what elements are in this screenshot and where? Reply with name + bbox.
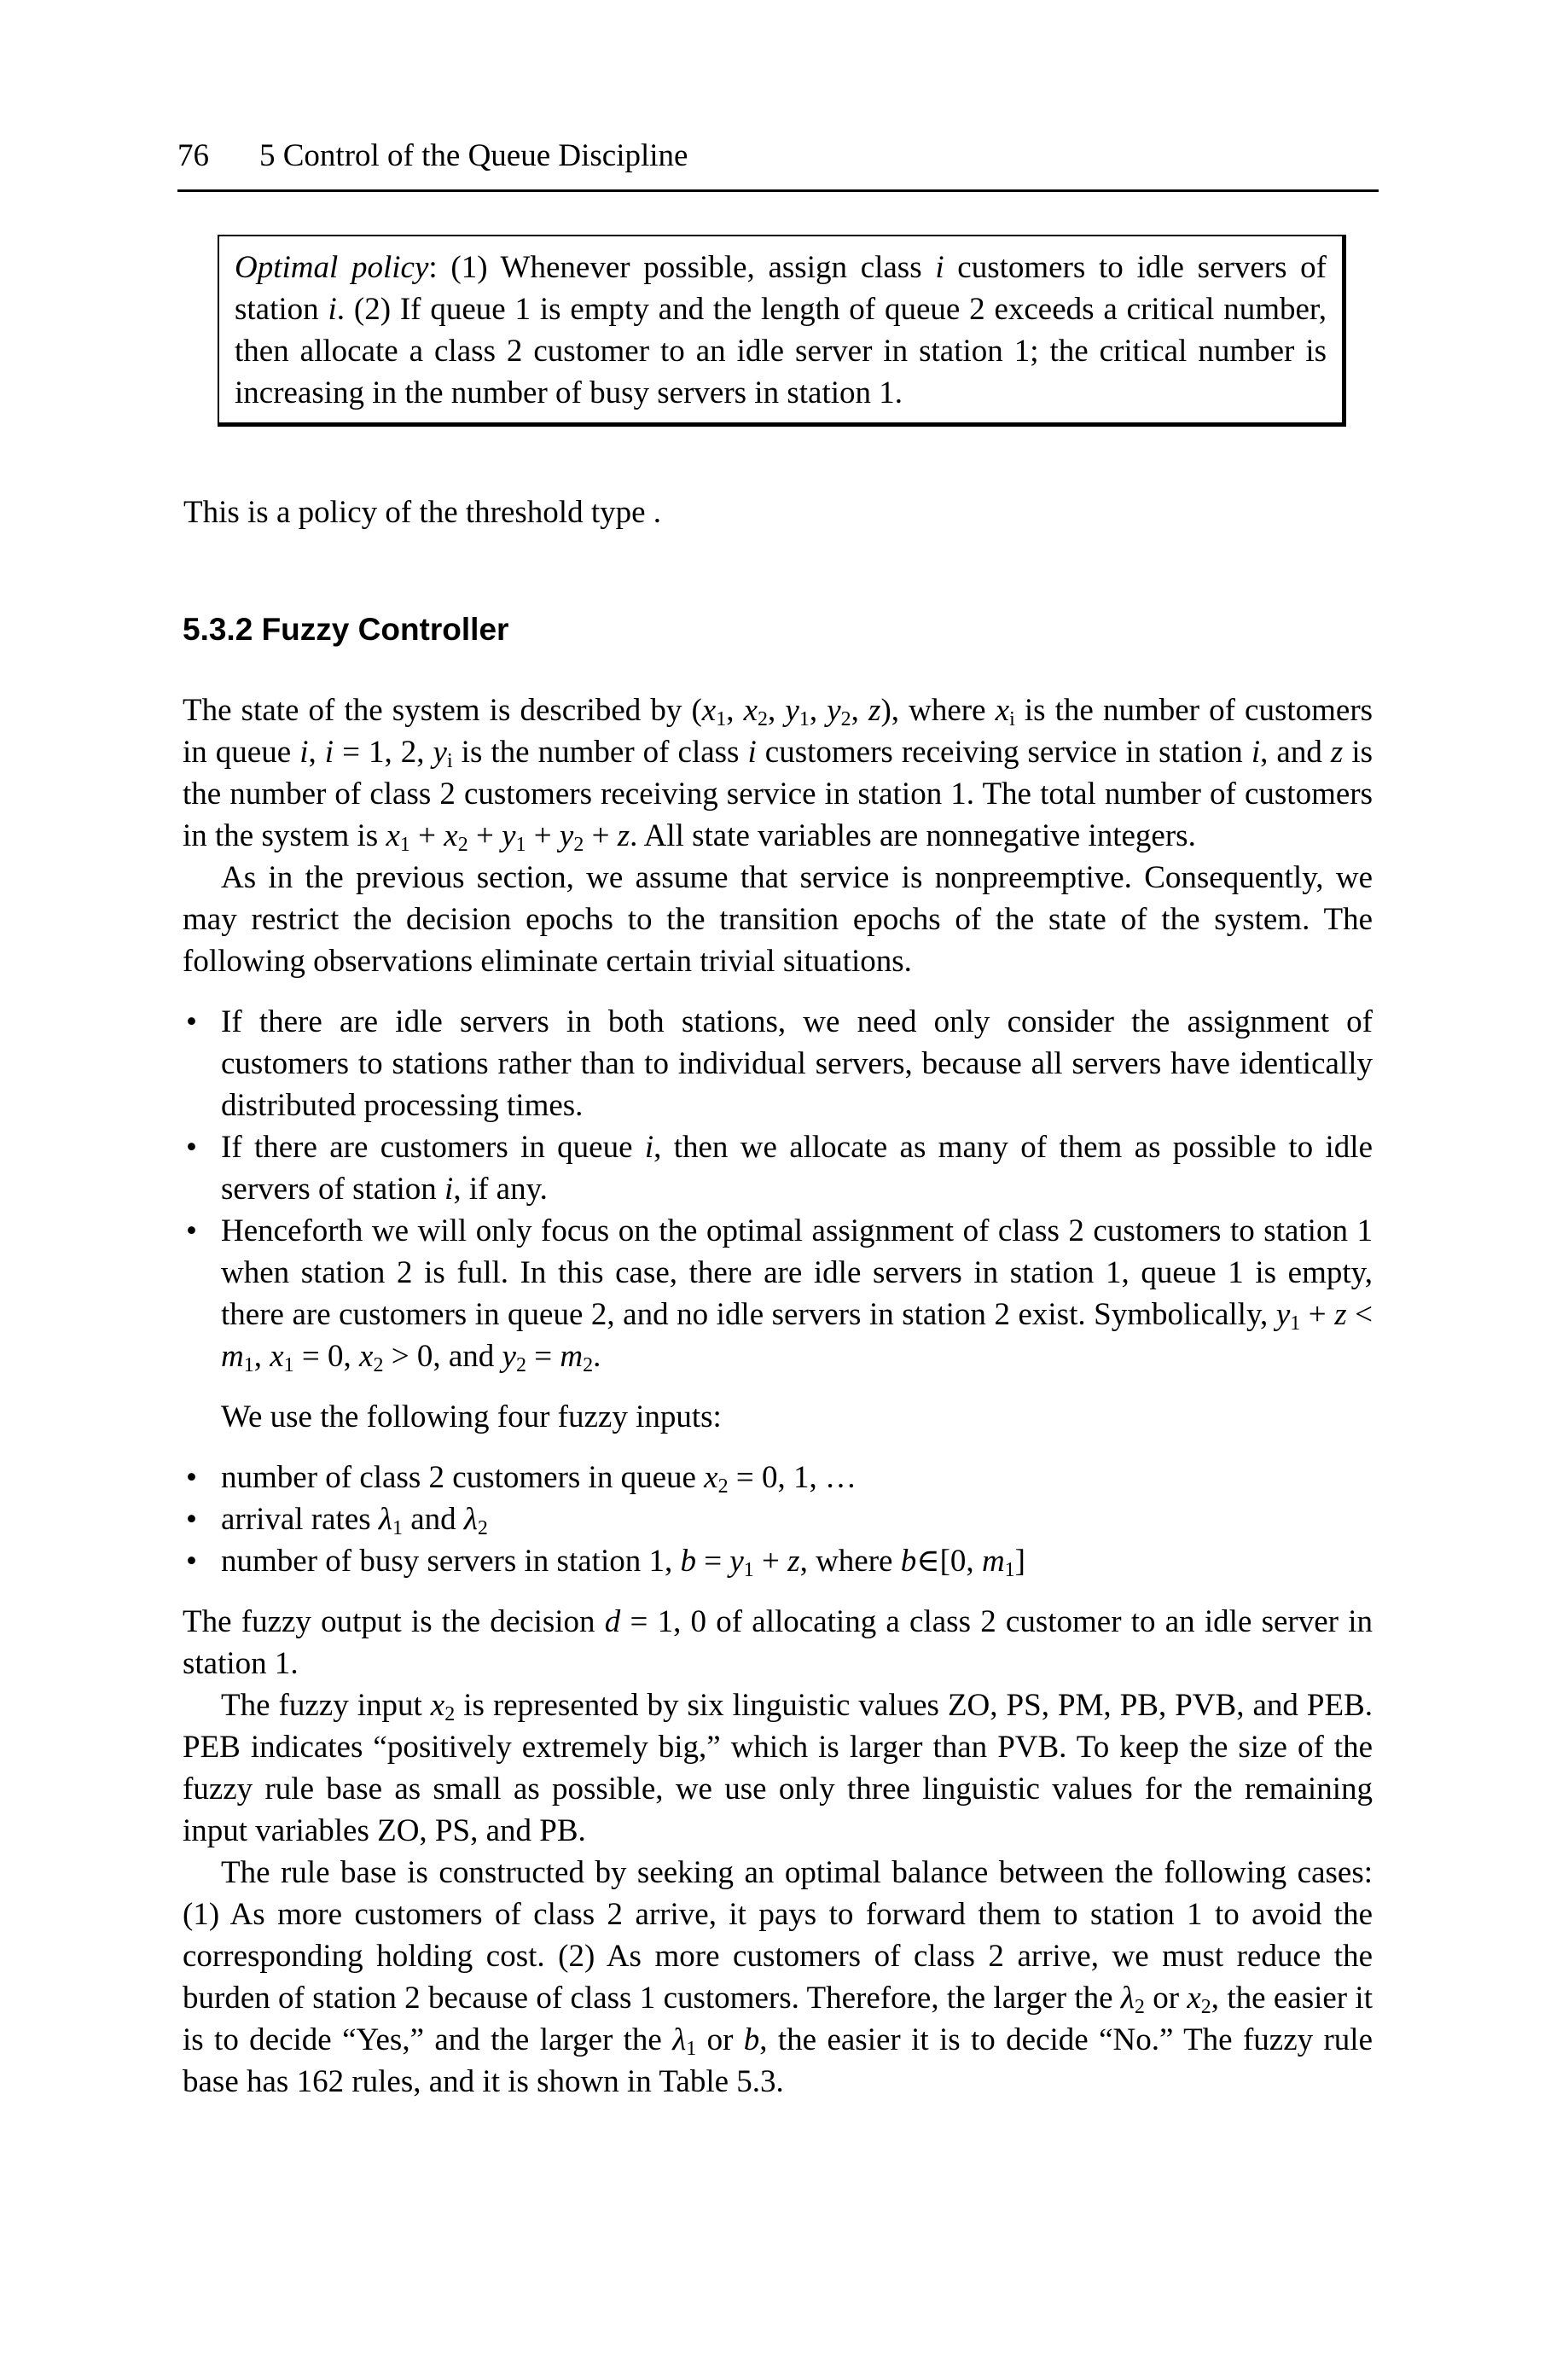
body-text [183, 689, 1373, 2103]
bullet-icon: • [186, 1544, 197, 1579]
bullet-icon: • [186, 1213, 197, 1248]
bullet-icon: • [186, 1460, 197, 1495]
bullet-icon: • [186, 1502, 197, 1537]
running-header [177, 135, 1379, 177]
list-item: • number of class 2 customers in queue $x_2 = 0$, 1, … [183, 1457, 1373, 1498]
header-rule [177, 189, 1379, 192]
paragraph-inputs-intro: We use the following four fuzzy inputs: [221, 1399, 722, 1434]
list-item: • If there are customers in queue i, then we allocate as many of them as possible to idle servers of station i, if any. [183, 1126, 1373, 1210]
bullet-icon: • [186, 1004, 197, 1039]
optimal-policy-label: Optimal policy [235, 250, 429, 285]
paragraph-output: The fuzzy output is the decision d = 1, 0 of allocating a class 2 customer to an idle server in station 1. [183, 1604, 1373, 1681]
optimal-policy-box [218, 235, 1346, 427]
section-heading [183, 608, 508, 650]
page-number: 76 [177, 138, 209, 173]
fuzzy-inputs-list [183, 1457, 1373, 1582]
list-item: • Henceforth we will only focus on the optimal assignment of class 2 customers to station 1 when station 2 is full. In this case, there are idle servers in station 1, queue 1 is empty, there are customers in queue 2, and no idle servers in station 2 exist. Symbolically, $y_1 + z < m_1$, $x_1 = 0$, $x_2 > 0$, and $y_2 = m_2$. [183, 1210, 1373, 1377]
paragraph-state: The state of the system is described by ($x_1$, $x_2$, $y_1$, $y_2$, z), where $x_i$ is the number of customers in queue i, i = 1, 2, $y_i$ is the number of class i customers receiving service in station i, and z is the number of class 2 customers receiving service in station 1. The total number of customers in the system is $x_1 + x_2 + y_1 + y_2 + z$. All state variables are nonnegative integers. [183, 693, 1373, 856]
bullet-icon: • [186, 1130, 197, 1165]
list-item: • arrival rates $\lambda_1$ and $\lambda_2$ [183, 1498, 1373, 1540]
optimal-policy-body: : (1) Whenever possible, assign class i customers to idle servers of station i. (2) If queue 1 is empty and the length of queue 2 exceeds a critical number, then allocate a class 2 customer to an idle server in station 1; the critical number is increasing in the number of busy servers in station 1. [235, 250, 1327, 410]
paragraph-rule-base: The rule base is constructed by seeking an optimal balance between the following cases: (1) As more customers of class 2 arrive, it pays to forward them to station 1 to avoid the corresponding holding cost. (2) As more customers of class 2 arrive, we must reduce the burden of station 2 because of class 1 customers. Therefore, the larger the $\lambda_2$ or $x_2$, the easier it is to decide “Yes,” and the larger the $\lambda_1$ or b, the easier it is to decide “No.” The fuzzy rule base has 162 rules, and it is shown in Table 5.3. [183, 1855, 1373, 2099]
optimal-policy-text [235, 247, 1327, 414]
list-item: • number of busy servers in station 1, $b = y_1 + z$, where b∈[0, $m_1$] [183, 1540, 1373, 1582]
observations-list [183, 1001, 1373, 1377]
section-title: Fuzzy Controller [261, 612, 509, 647]
paragraph-nonpreemptive: As in the previous section, we assume that service is nonpreemptive. Consequently, we may restrict the decision epochs to the transition epochs of the state of the system. The following observations eliminate certain trivial situations. [183, 860, 1373, 979]
running-title: 5 Control of the Queue Discipline [259, 138, 688, 173]
list-item: • If there are idle servers in both stations, we need only consider the assignment of customers to stations rather than to individual servers, because all servers have identically distributed processing times. [183, 1001, 1373, 1126]
section-number: 5.3.2 [183, 612, 253, 647]
threshold-sentence: This is a policy of the threshold type . [183, 495, 662, 530]
paragraph-linguistic-values: The fuzzy input $x_2$ is represented by six linguistic values ZO, PS, PM, PB, PVB, and PEB. PEB indicates “positively extremely big,” which is larger than PVB. To keep the size of the fuzzy rule base as small as possible, we use only three linguistic values for the remaining input variables ZO, PS, and PB. [183, 1688, 1373, 1848]
